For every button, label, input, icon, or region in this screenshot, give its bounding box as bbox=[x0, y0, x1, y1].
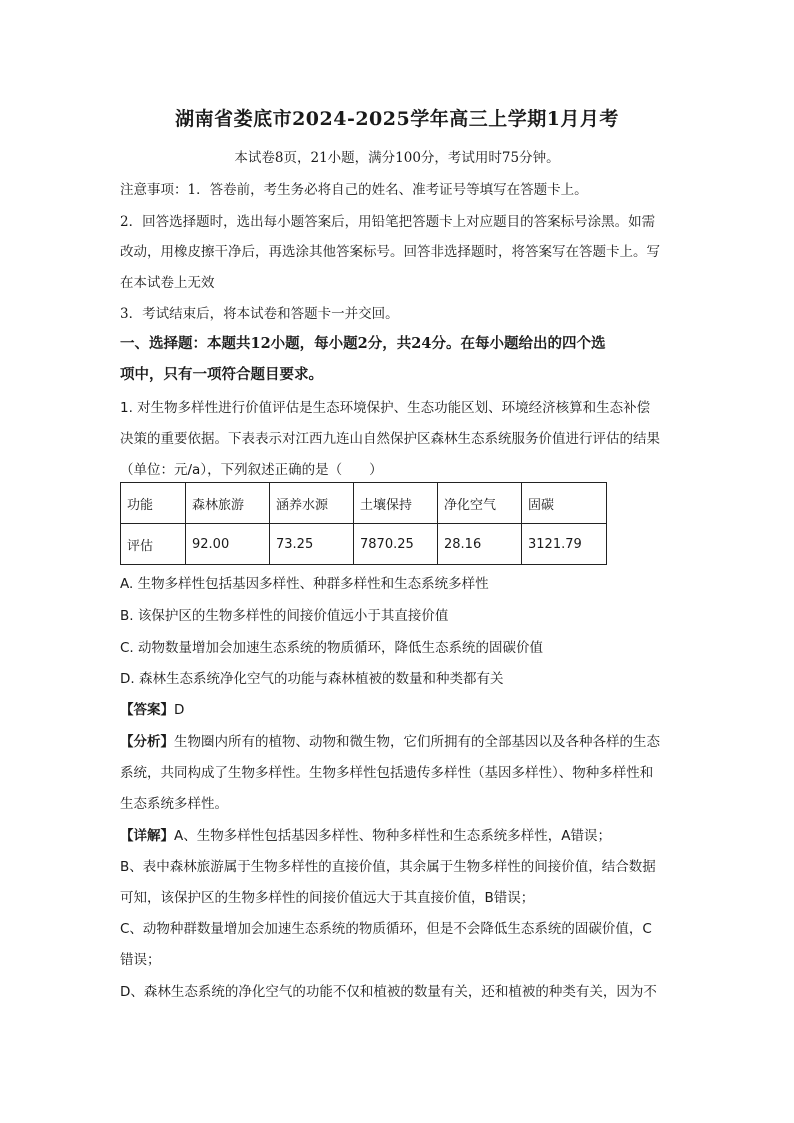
answer-value: D bbox=[174, 702, 185, 718]
option-c: C. 动物数量增加会加速生态系统的物质循环，降低生态系统的固碳价值 bbox=[120, 640, 544, 656]
detail-line-5: 错误； bbox=[120, 952, 161, 968]
table-header-cell: 净化空气 bbox=[438, 483, 522, 524]
notes-line-2: 2．回答选择题时，选出每小题答案后，用铅笔把答题卡上对应题目的答案标号涂黑。如需 bbox=[120, 214, 656, 230]
page-title: 湖南省娄底市2024-2025学年高三上学期1月月考 bbox=[175, 108, 619, 130]
notes-line-4: 在本试卷上无效 bbox=[120, 275, 215, 291]
option-d: D. 森林生态系统净化空气的功能与森林植被的数量和种类都有关 bbox=[120, 671, 504, 687]
analysis-line-2: 系统，共同构成了生物多样性。生物多样性包括遗传多样性（基因多样性）、物种多样性和 bbox=[120, 765, 654, 781]
notes-line-5: 3．考试结束后，将本试卷和答题卡一并交回。 bbox=[120, 306, 399, 322]
option-b: B. 该保护区的生物多样性的间接价值远小于其直接价值 bbox=[120, 608, 449, 624]
table-cell: 73.25 bbox=[270, 524, 354, 565]
question-stem-line-3: （单位：元/a），下列叙述正确的是（ ） bbox=[120, 462, 383, 478]
analysis-label: 【分析】 bbox=[120, 734, 174, 750]
table-cell: 28.16 bbox=[438, 524, 522, 565]
detail-line-6: D、森林生态系统的净化空气的功能不仅和植被的数量有关，还和植被的种类有关，因为不 bbox=[120, 984, 657, 1000]
answer-line bbox=[120, 698, 184, 718]
section-heading-line-2: 项中，只有一项符合题目要求。 bbox=[120, 366, 323, 383]
table-cell: 7870.25 bbox=[354, 524, 438, 565]
analysis-text: 生物圈内所有的植物、动物和微生物，它们所拥有的全部基因以及各种各样的生态 bbox=[174, 734, 660, 750]
answer-label: 【答案】 bbox=[120, 702, 174, 718]
table-header-cell: 固碳 bbox=[522, 483, 607, 524]
detail-line-3: 可知，该保护区的生物多样性的间接价值远大于其直接价值，B错误； bbox=[120, 890, 535, 906]
table-header-cell: 功能 bbox=[121, 483, 186, 524]
table-row bbox=[121, 524, 607, 565]
detail-line-4: C、动物种群数量增加会加速生态系统的物质循环，但是不会降低生态系统的固碳价值，C bbox=[120, 921, 652, 937]
analysis-line-3: 生态系统多样性。 bbox=[120, 796, 228, 812]
table-header-row bbox=[121, 483, 607, 524]
table-header-cell: 土壤保持 bbox=[354, 483, 438, 524]
section-heading-line-1: 一、选择题：本题共12小题，每小题2分，共24分。在每小题给出的四个选 bbox=[120, 335, 606, 352]
option-a: A. 生物多样性包括基因多样性、种群多样性和生态系统多样性 bbox=[120, 576, 489, 592]
table-header-cell: 涵养水源 bbox=[270, 483, 354, 524]
question-stem-line-1: 1. 对生物多样性进行价值评估是生态环境保护、生态功能区划、环境经济核算和生态补偿 bbox=[120, 400, 651, 416]
notes-line-3: 改动，用橡皮擦干净后，再选涂其他答案标号。回答非选择题时，将答案写在答题卡上。写 bbox=[120, 244, 660, 260]
detail-line-1 bbox=[120, 824, 611, 844]
table-cell: 92.00 bbox=[186, 524, 270, 565]
analysis-line-1 bbox=[120, 730, 660, 750]
detail-label: 【详解】 bbox=[120, 828, 174, 844]
notes-line-1: 注意事项：1．答卷前，考生务必将自己的姓名、准考证号等填写在答题卡上。 bbox=[120, 182, 588, 198]
table-header-cell: 森林旅游 bbox=[186, 483, 270, 524]
detail-text: A、生物多样性包括基因多样性、物种多样性和生态系统多样性，A错误； bbox=[174, 828, 611, 844]
table-cell: 3121.79 bbox=[522, 524, 607, 565]
table-cell: 评估 bbox=[121, 524, 186, 565]
exam-info: 本试卷8页，21小题，满分100分，考试用时75分钟。 bbox=[234, 150, 560, 166]
detail-line-2: B、表中森林旅游属于生物多样性的直接价值，其余属于生物多样性的间接价值，结合数据 bbox=[120, 859, 656, 875]
question-stem-line-2: 决策的重要依据。下表表示对江西九连山自然保护区森林生态系统服务价值进行评估的结果 bbox=[120, 431, 660, 447]
value-table bbox=[120, 482, 607, 565]
